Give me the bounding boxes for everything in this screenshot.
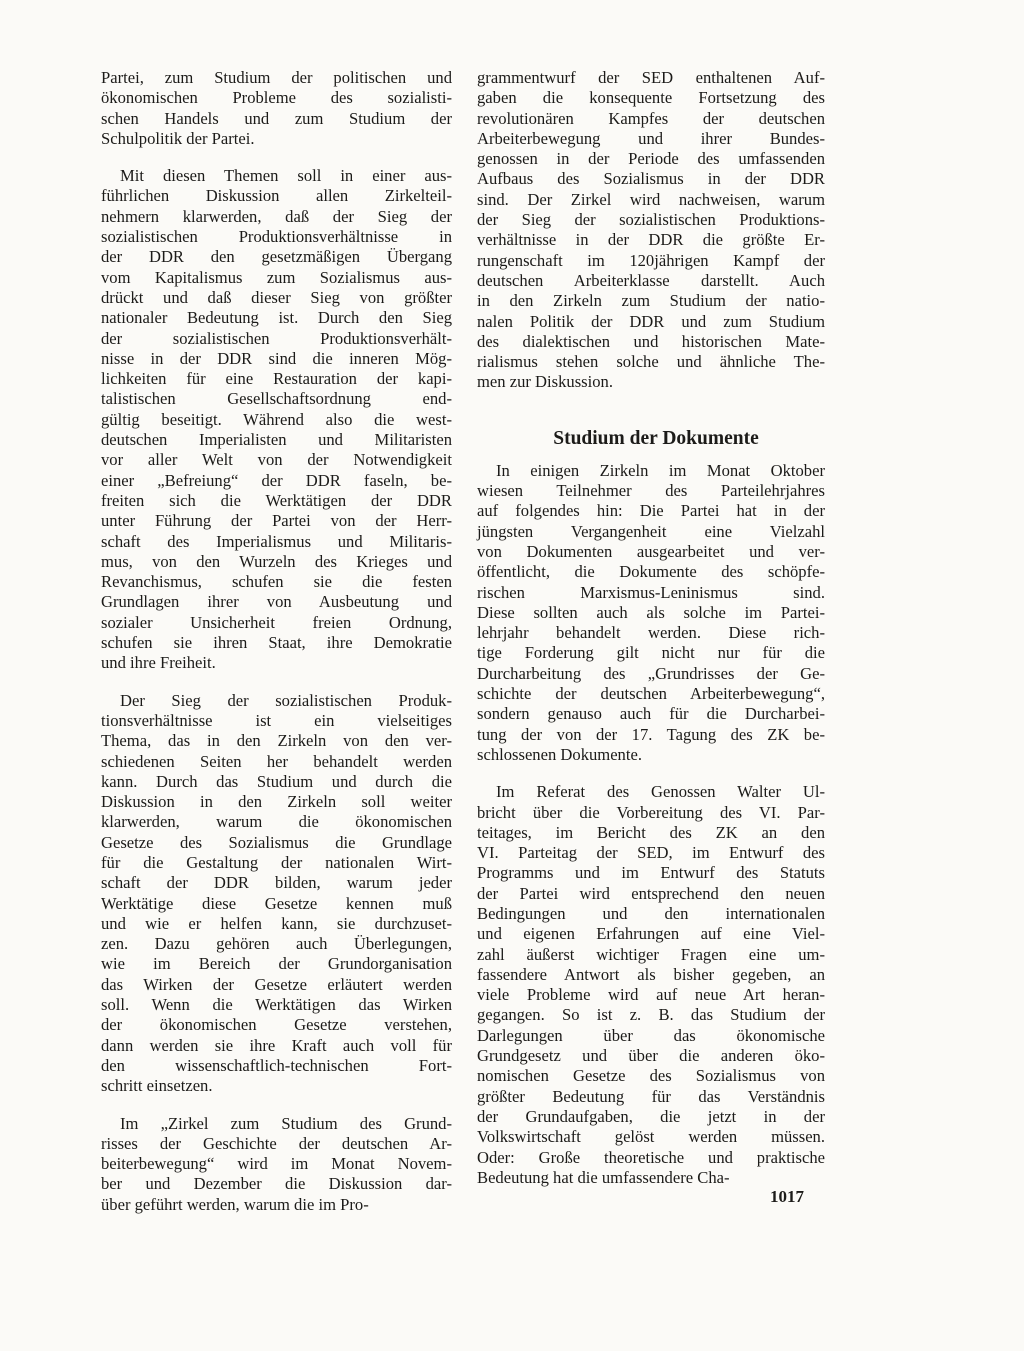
paragraph — [477, 461, 825, 765]
text-line: größter Bedeutung für das Verständnis — [477, 1086, 825, 1106]
text-line: men zur Diskussion. — [477, 372, 613, 392]
text-line: tionsverhältnisse ist ein vielseitiges — [101, 710, 452, 730]
text-line: ber und Dezember die Diskussion dar- — [101, 1174, 452, 1194]
text-line: der DDR den gesetzmäßigen Übergang — [101, 247, 452, 267]
text-line: Programms und im Entwurf des Statuts — [477, 863, 825, 883]
text-line: über geführt werden, warum die im Pro- — [101, 1194, 369, 1214]
text-line: revolutionären Kampfes der deutschen — [477, 108, 825, 128]
text-line: tung der von der 17. Tagung des ZK be- — [477, 724, 825, 744]
text-line: vor aller Welt von der Notwendigkeit — [101, 450, 452, 470]
text-line: beiterbewegung“ wird im Monat Novem- — [101, 1154, 452, 1174]
text-line: der Grundaufgaben, die jetzt in der — [477, 1106, 825, 1126]
paragraph — [101, 166, 452, 673]
text-line: kann. Durch das Studium und durch die — [101, 771, 452, 791]
text-line: mus, von den Wurzeln des Krieges und — [101, 551, 452, 571]
right-column-top-text — [477, 68, 825, 393]
text-line: fassendere Antwort als bisher gegeben, an — [477, 964, 825, 984]
text-line: zahl äußerst wichtiger Fragen eine um- — [477, 944, 825, 964]
paragraph — [477, 68, 825, 393]
text-line: Gesetze des Sozialismus die Grundlage — [101, 832, 452, 852]
text-line: Darlegungen über das ökonomische — [477, 1025, 825, 1045]
text-line: wiesen Teilnehmer des Parteilehrjahres — [477, 481, 825, 501]
text-line: Im Referat des Genossen Walter Ul- — [496, 782, 825, 802]
text-line: und ihre Freiheit. — [101, 653, 216, 673]
text-line: soll. Wenn die Werktätigen das Wirken — [101, 995, 452, 1015]
text-line: nehmern klarwerden, daß der Sieg der — [101, 206, 452, 226]
text-line: sozialer Unsicherheit freien Ordnung, — [101, 612, 452, 632]
text-line: Revanchismus, schufen sie die festen — [101, 572, 452, 592]
text-line: teitages, im Bericht des ZK an den — [477, 822, 825, 842]
text-line: und eigenen Erfahrungen auf eine Viel- — [477, 924, 825, 944]
text-line: genossen in der Periode des umfassenden — [477, 149, 825, 169]
text-line: dann werden sie ihre Kraft auch voll für — [101, 1035, 452, 1055]
text-line: nalen Politik der DDR und zum Studium — [477, 311, 825, 331]
text-line: risses der Geschichte der deutschen Ar- — [101, 1133, 452, 1153]
text-line: Durcharbeitung des „Grundrisses der Ge- — [477, 663, 825, 683]
text-line: lichkeiten für eine Restauration der kapi- — [101, 369, 452, 389]
text-line: schritt einsetzen. — [101, 1076, 213, 1096]
paragraph — [477, 782, 825, 1188]
text-line: der Partei wird entsprechend den neuen — [477, 883, 825, 903]
text-line: Im „Zirkel zum Studium des Grund- — [120, 1113, 452, 1133]
text-line: gaben die konsequente Fortsetzung des — [477, 88, 825, 108]
text-line: rialismus stehen solche und ähnliche The- — [477, 352, 825, 372]
text-line: nisse in der DDR sind die inneren Mög- — [101, 348, 452, 368]
text-line: Arbeiterbewegung und ihrer Bundes- — [477, 128, 825, 148]
text-line: klarwerden, warum die ökonomischen — [101, 812, 452, 832]
text-line: schaft der DDR bilden, warum jeder — [101, 873, 452, 893]
text-line: sind. Der Zirkel wird nachweisen, warum — [477, 189, 825, 209]
text-line: freiten sich die Werktätigen der DDR — [101, 490, 452, 510]
text-line: schen Handels und zum Studium der — [101, 108, 452, 128]
text-line: einer „Befreiung“ der DDR faseln, be- — [101, 470, 452, 490]
paragraph — [101, 1114, 452, 1215]
text-line: nomischen Gesetze des Sozialismus von — [477, 1066, 825, 1086]
text-line: Grundlagen ihrer von Ausbeutung und — [101, 592, 452, 612]
text-line: schichte der deutschen Arbeiterbewegung“, — [477, 684, 825, 704]
text-line: grammentwurf der SED enthaltenen Auf- — [477, 68, 825, 87]
text-line: auf folgendes hin: Die Partei hat in der — [477, 501, 825, 521]
text-line: den wissenschaftlich-technischen Fort- — [101, 1055, 452, 1075]
text-line: lehrjahr behandelt werden. Diese rich- — [477, 623, 825, 643]
text-line: unter Führung der Partei von der Herr- — [101, 511, 452, 531]
text-line: sozialistischen Produktionsverhältnisse in — [101, 227, 452, 247]
text-line: Werktätige diese Gesetze kennen muß — [101, 893, 452, 913]
text-line: Oder: Große theoretische und praktische — [477, 1147, 825, 1167]
text-line: Volkswirtschaft gelöst werden müssen. — [477, 1127, 825, 1147]
text-line: zen. Dazu gehören auch Überlegungen, — [101, 934, 452, 954]
text-line: rischen Marxismus-Leninismus sind. — [477, 582, 825, 602]
page-number: 1017 — [770, 1187, 804, 1206]
text-line: gültig beseitigt. Während also die west- — [101, 409, 452, 429]
text-line: Grundgesetz und über die anderen öko- — [477, 1046, 825, 1066]
text-line: schaft des Imperialismus und Militaris- — [101, 531, 452, 551]
text-line: deutschen Imperialisten und Militaristen — [101, 430, 452, 450]
text-line: schiedenen Seiten her behandelt werden — [101, 751, 452, 771]
right-column-bottom-text — [477, 461, 825, 1188]
text-line: drückt und daß dieser Sieg von größter — [101, 287, 452, 307]
right-column — [477, 68, 825, 1188]
text-line: VI. Parteitag der SED, im Entwurf des — [477, 843, 825, 863]
text-line: Bedingungen und den internationalen — [477, 903, 825, 923]
text-line: jüngsten Vergangenheit eine Vielzahl — [477, 521, 825, 541]
text-line: bricht über die Vorbereitung des VI. Par- — [477, 802, 825, 822]
text-line: Bedeutung hat die umfassendere Cha- — [477, 1167, 730, 1187]
text-line: tige Forderung gilt nicht nur für die — [477, 643, 825, 663]
text-line: der ökonomischen Gesetze verstehen, — [101, 1015, 452, 1035]
text-line: talistischen Gesellschaftsordnung end- — [101, 389, 452, 409]
text-line: viele Probleme wird auf neue Art heran- — [477, 985, 825, 1005]
paragraph — [101, 691, 452, 1097]
text-line: ökonomischen Probleme des sozialisti- — [101, 88, 452, 108]
text-line: der sozialistischen Produktionsverhält- — [101, 328, 452, 348]
text-line: schufen sie ihren Staat, ihre Demokratie — [101, 633, 452, 653]
text-line: Diskussion in den Zirkeln soll weiter — [101, 792, 452, 812]
paragraph — [101, 68, 452, 149]
text-line: Mit diesen Themen soll in einer aus- — [120, 166, 452, 186]
text-line: deutschen Arbeiterklasse darstellt. Auch — [477, 270, 825, 290]
section-heading: Studium der Dokumente — [553, 427, 759, 449]
text-line: schlossenen Dokumente. — [477, 744, 642, 764]
text-line: Schulpolitik der Partei. — [101, 128, 255, 148]
text-line: rungenschaft im 120jährigen Kampf der — [477, 250, 825, 270]
text-line: sondern genauso auch für die Durcharbei- — [477, 704, 825, 724]
text-line: Diese sollten auch als solche im Partei- — [477, 602, 825, 622]
text-line: öffentlicht, die Dokumente des schöpfe- — [477, 562, 825, 582]
text-line: für die Gestaltung der nationalen Wirt- — [101, 852, 452, 872]
text-line: vom Kapitalismus zum Sozialismus aus- — [101, 267, 452, 287]
left-column — [101, 68, 452, 1215]
text-line: führlichen Diskussion allen Zirkelteil- — [101, 186, 452, 206]
text-line: wie im Bereich der Grundorganisation — [101, 954, 452, 974]
text-line: Der Sieg der sozialistischen Produk- — [120, 690, 452, 710]
text-line: von Dokumenten ausgearbeitet und ver- — [477, 541, 825, 561]
text-line: verhältnisse in der DDR die größte Er- — [477, 230, 825, 250]
text-line: das Wirken der Gesetze erläutert werden — [101, 974, 452, 994]
text-line: gegangen. So ist z. B. das Studium der — [477, 1005, 825, 1025]
text-line: und wie er helfen kann, sie durchzuset- — [101, 913, 452, 933]
text-line: Thema, das in den Zirkeln von den ver- — [101, 731, 452, 751]
text-line: Partei, zum Studium der politischen und — [101, 68, 452, 87]
text-line: der Sieg der sozialistischen Produktions- — [477, 210, 825, 230]
text-line: in den Zirkeln zum Studium der natio- — [477, 291, 825, 311]
text-line: des dialektischen und historischen Mate- — [477, 331, 825, 351]
text-line: In einigen Zirkeln im Monat Oktober — [496, 460, 825, 480]
text-line: nationaler Bedeutung ist. Durch den Sieg — [101, 308, 452, 328]
text-line: Aufbaus des Sozialismus in der DDR — [477, 169, 825, 189]
